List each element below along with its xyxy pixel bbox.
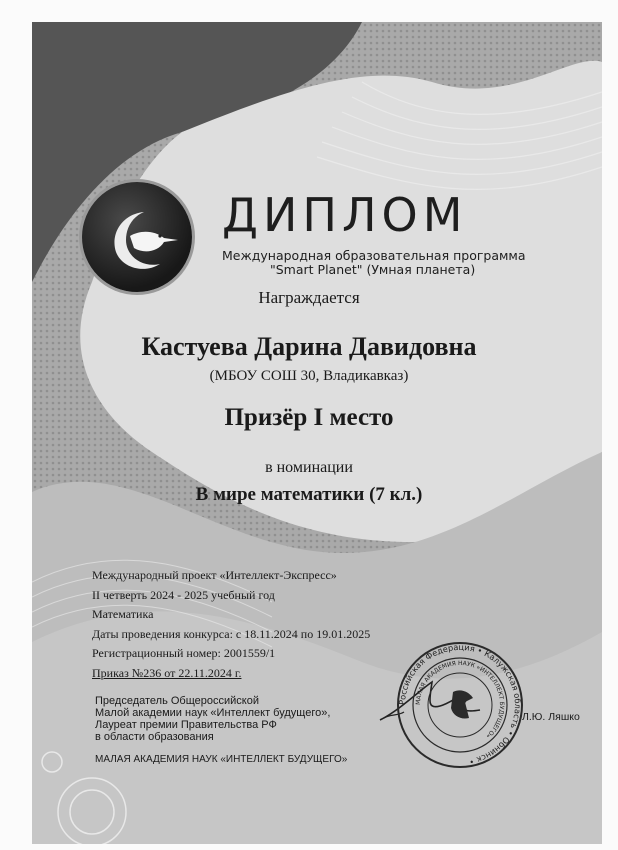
registration-line: Регистрационный номер: 2001559/1: [92, 646, 276, 660]
order-line: Приказ №236 от 22.11.2024 г.: [92, 665, 242, 680]
chair-block: [95, 695, 330, 743]
place-award: Призёр I место: [224, 404, 394, 431]
academy-footer: МАЛАЯ АКАДЕМИЯ НАУК «ИНТЕЛЛЕКТ БУДУЩЕГО»: [95, 754, 348, 765]
subject-line: Математика: [92, 607, 154, 621]
chair-line-3: Лауреат премии Правительства РФ: [95, 719, 277, 731]
details-block: [92, 566, 370, 683]
recipient-name: Кастуева Дарина Давидовна: [141, 332, 477, 361]
chair-line-2: Малой академии наук «Интеллект будущего»,: [95, 707, 331, 719]
program-line-2: "Smart Planet" (Умная планета): [270, 262, 476, 277]
school-name: (МБОУ СОШ 30, Владикавказ): [209, 368, 409, 384]
dates-line: Даты проведения конкурса: с 18.11.2024 по 19.01.2025: [92, 626, 371, 641]
diploma-title: ДИПЛОМ: [222, 188, 468, 242]
nomination-label: в номинации: [265, 459, 353, 476]
period-line: II четверть 2024 - 2025 учебный год: [92, 587, 275, 602]
signer-name: Л.Ю. Ляшко: [522, 711, 580, 723]
bird-moon-logo-icon: [82, 182, 192, 292]
project-line: Международный проект «Интеллект-Экспресс»: [92, 568, 337, 582]
program-line-1: Международная образовательная программа: [222, 248, 526, 263]
nomination-title: В мире математики (7 кл.): [195, 484, 423, 505]
stamp-inner-text: МАЛАЯ АКАДЕМИЯ НАУК «ИНТЕЛЛЕКТ БУДУЩЕГО»: [414, 659, 506, 740]
stamp-outer-text: Российская Федерация • Калужская область • Обнинск •: [396, 641, 524, 768]
awarded-label: Награждается: [258, 288, 360, 307]
chair-line-4: в области образования: [95, 731, 214, 743]
chair-line-1: Председатель Общероссийской: [95, 695, 259, 707]
official-stamp: [395, 640, 525, 770]
